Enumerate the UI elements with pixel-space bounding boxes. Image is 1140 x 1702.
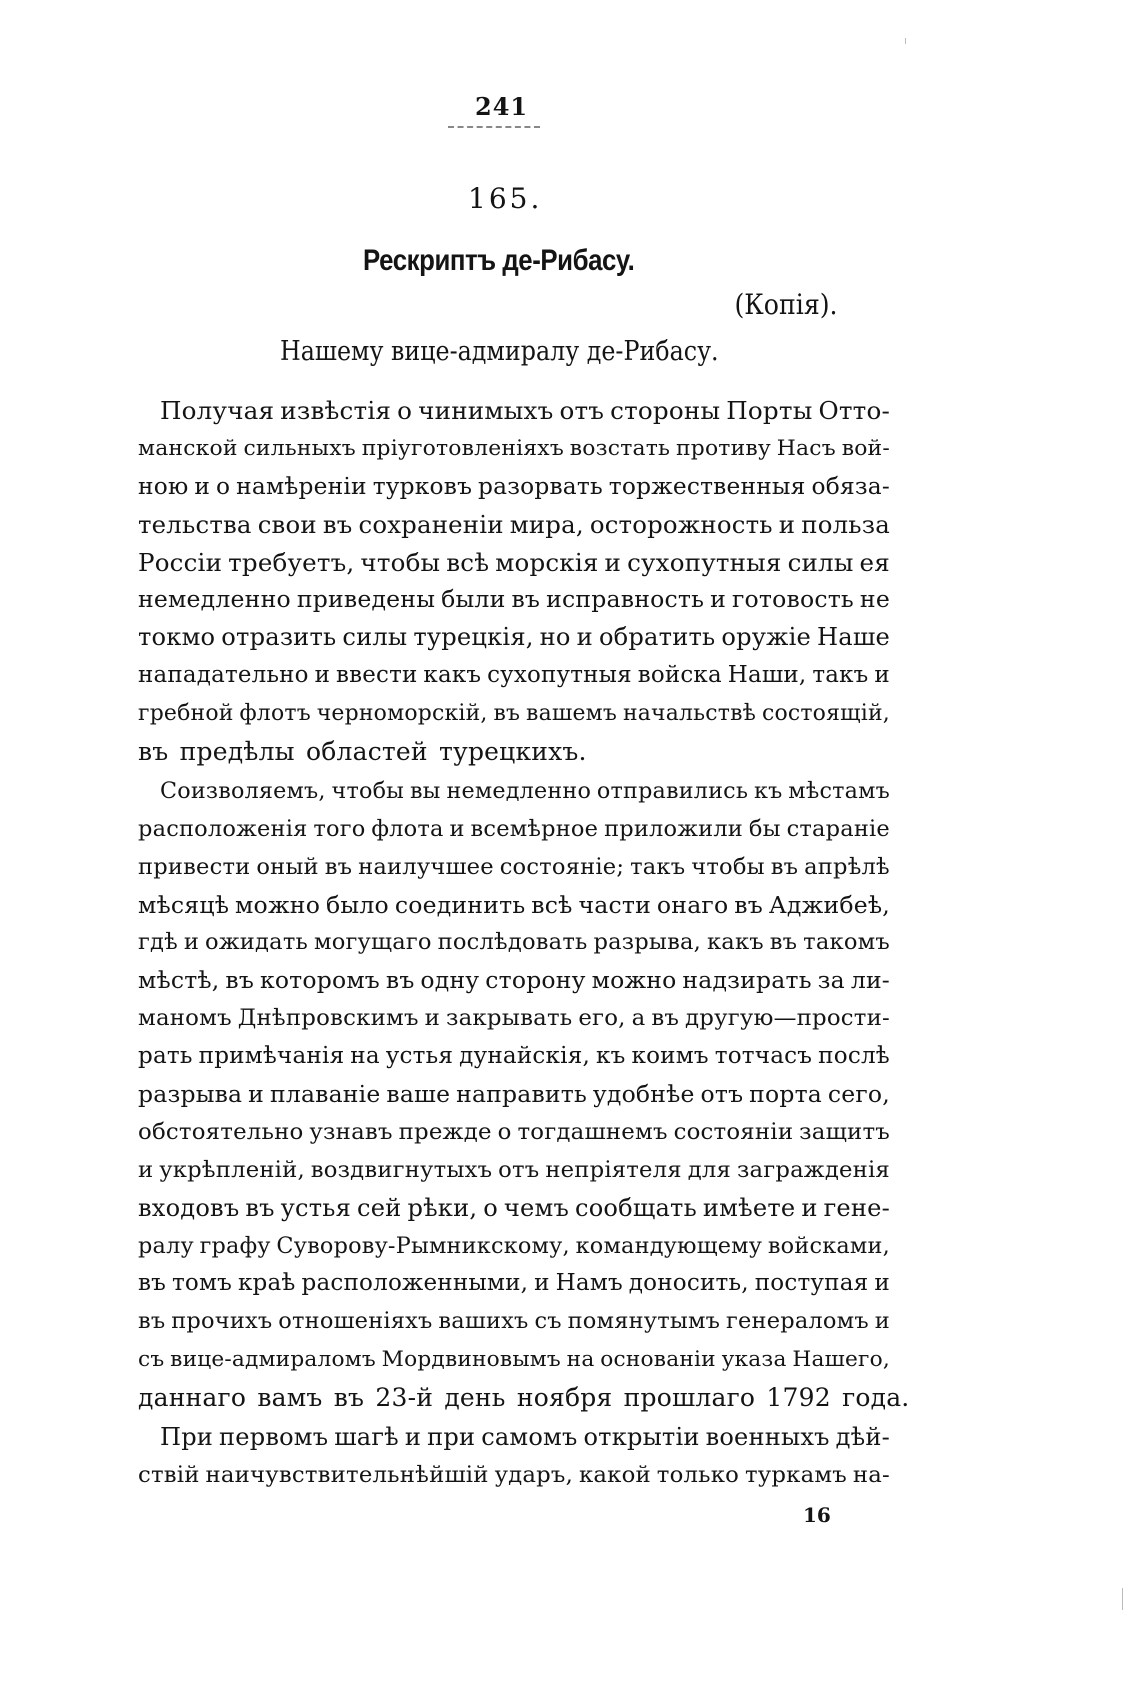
text-line: въ прочихъ отношеніяхъ вашихъ съ помянутымъ генераломъ и — [138, 1308, 890, 1335]
text-line: При первомъ шагѣ и при самомъ открытіи военныхъ дѣй- — [160, 1423, 890, 1452]
margin-tick — [905, 38, 906, 44]
text-line: Соизволяемъ, чтобы вы немедленно отправились къ мѣстамъ — [160, 777, 890, 804]
text-line: рать примѣчанія на устья дунайскія, къ коимъ тотчасъ послѣ — [138, 1043, 890, 1070]
text-line: въ предѣлы областей турецкихъ. — [138, 737, 587, 767]
addressee-line: Нашему вице-адмиралу де-Рибасу. — [280, 336, 719, 367]
text-line: ралу графу Суворову-Рымникскому, командующему войсками, — [138, 1232, 890, 1259]
text-line: въ томъ краѣ расположенными, и Намъ доносить, поступая и — [138, 1270, 890, 1297]
text-line: гдѣ и ожидать могущаго послѣдовать разрыва, какъ въ такомъ — [138, 929, 890, 956]
document-title: Рескриптъ де-Рибасу. — [363, 244, 635, 277]
text-line: даннаго вамъ въ 23-й день ноября прошлаго 1792 года. — [138, 1383, 910, 1413]
text-line: разрыва и плаваніе ваше направить удобнѣе отъ порта сего, — [138, 1080, 890, 1109]
text-line: ною и о намѣреніи турковъ разорвать торжественныя обяза- — [138, 472, 890, 500]
text-line: ствій наичувствительнѣйшій ударъ, какой только туркамъ на- — [138, 1461, 890, 1488]
text-line: немедленно приведены были въ исправность и готовость не — [138, 585, 890, 614]
text-line: мѣстѣ, въ которомъ въ одну сторону можно надзирать за ли- — [138, 966, 890, 995]
text-line: токмо отразить силы турецкія, но и обратить оружіе Наше — [138, 623, 890, 652]
body-text — [138, 392, 910, 1495]
copy-note: (Копія). — [734, 288, 838, 321]
document-number: 165. — [468, 182, 543, 215]
text-line: манской сильныхъ пріуготовленіяхъ возстать противу Насъ вой- — [138, 435, 890, 461]
text-line: входовъ въ устья сей рѣки, о чемъ сообщать имѣете и гене- — [138, 1193, 890, 1222]
signature-mark: 16 — [803, 1503, 831, 1527]
page-number: 241 — [475, 92, 529, 121]
text-line: гребной флотъ черноморскій, въ вашемъ начальствѣ состоящій, — [138, 701, 890, 727]
page-number-rule — [448, 126, 540, 128]
text-line: расположенія того флота и всемѣрное приложили бы стараніе — [138, 815, 890, 842]
text-line: мѣсяцѣ можно было соединить всѣ части онаго въ Аджибеѣ, — [138, 890, 890, 919]
text-line: Получая извѣстія о чинимыхъ отъ стороны Порты Отто- — [160, 396, 890, 425]
text-line: тельства свои въ сохраненіи мира, осторожность и польза — [138, 509, 890, 539]
margin-tick — [1122, 1588, 1123, 1610]
text-line: съ вице-адмираломъ Мордвиновымъ на основаніи указа Нашего, — [138, 1347, 890, 1373]
text-line: Россіи требуетъ, чтобы всѣ морскія и сухопутныя силы ея — [138, 547, 890, 577]
text-line: обстоятельно узнавъ прежде о тогдашнемъ состояніи защитъ — [138, 1118, 890, 1145]
text-line: нападательно и ввести какъ сухопутныя войска Наши, такъ и — [138, 662, 890, 689]
text-line: и укрѣпленій, воздвигнутыхъ отъ непріятеля для загражденія — [138, 1156, 890, 1183]
text-line: маномъ Днѣпровскимъ и закрывать его, а въ другую—прости- — [138, 1005, 890, 1032]
text-line: привести оный въ наилучшее состояніе; такъ чтобы въ апрѣлѣ — [138, 853, 890, 880]
